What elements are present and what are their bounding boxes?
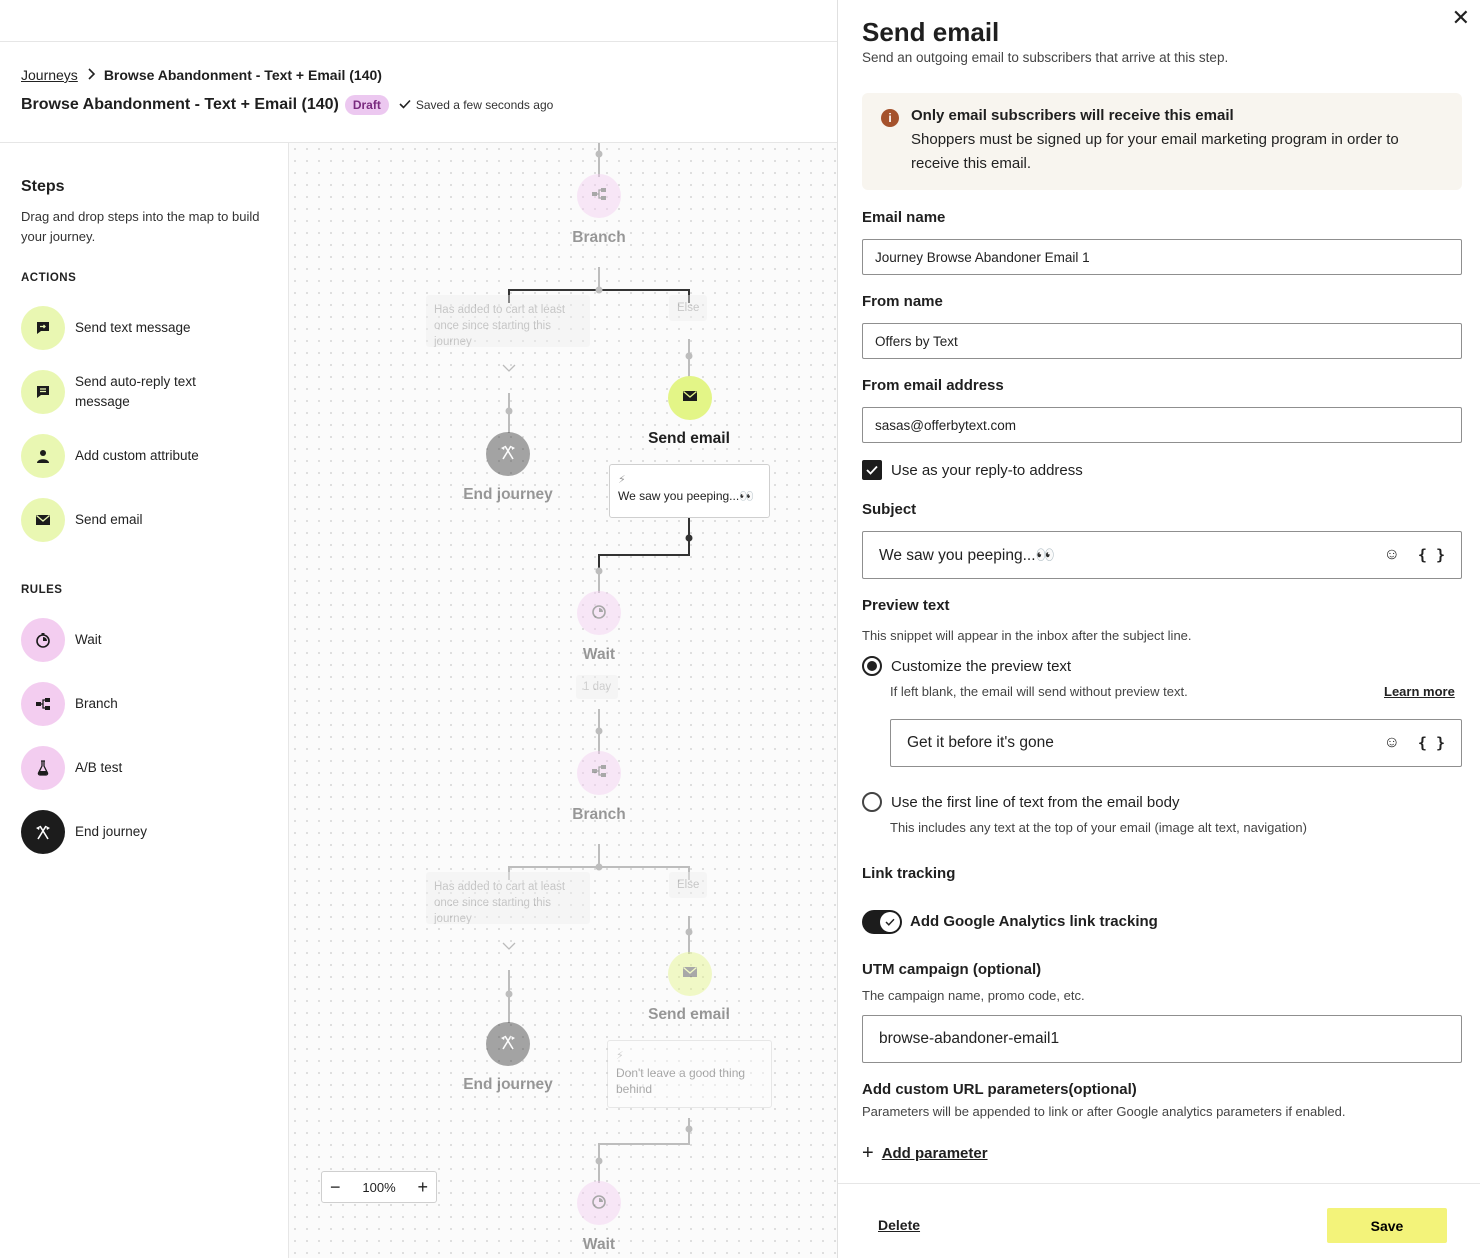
- step-label: A/B test: [75, 760, 123, 775]
- rules-label: RULES: [21, 584, 63, 596]
- notice-body: Shoppers must be signed up for your email marketing program in order to receive this email.: [911, 131, 1399, 172]
- send-email-node[interactable]: [668, 376, 712, 420]
- first-line-radio[interactable]: [862, 792, 1179, 812]
- utm-value: browse-abandoner-email1: [879, 1030, 1060, 1047]
- journey-canvas[interactable]: [289, 143, 837, 1258]
- save-button[interactable]: Save: [1327, 1208, 1447, 1243]
- branch-node-label: Branch: [572, 229, 626, 246]
- close-icon[interactable]: ✕: [1451, 5, 1470, 30]
- step-label: Send email: [75, 512, 143, 527]
- step-branch[interactable]: [21, 682, 271, 726]
- email-name-value: Journey Browse Abandoner Email 1: [875, 249, 1090, 265]
- notice-title: Only email subscribers will receive this email: [911, 107, 1234, 124]
- zoom-level: 100%: [362, 1179, 396, 1195]
- message-icon: [21, 306, 65, 350]
- step-label: End journey: [75, 824, 148, 839]
- envelope-icon: [682, 965, 698, 984]
- step-wait[interactable]: [21, 618, 271, 662]
- preview-text-input[interactable]: [890, 719, 1462, 767]
- envelope-icon: [21, 498, 65, 542]
- steps-title: Steps: [21, 178, 65, 195]
- step-add-custom-attribute[interactable]: [21, 434, 271, 478]
- branch-node[interactable]: [577, 751, 621, 795]
- wait-node[interactable]: [577, 591, 621, 635]
- breadcrumb: [21, 67, 382, 83]
- info-icon: i: [881, 109, 899, 127]
- step-label: Branch: [75, 696, 118, 711]
- end-journey-node-label: End journey: [463, 486, 553, 503]
- step-end-journey[interactable]: [21, 810, 271, 854]
- timer-icon: [21, 618, 65, 662]
- customize-preview-desc: If left blank, the email will send without preview text.: [890, 684, 1188, 699]
- from-name-value: Offers by Text: [875, 333, 958, 349]
- branch-condition[interactable]: Has added to cart at least once since starting this journey: [426, 295, 590, 347]
- subject-value: We saw you peeping...👀: [879, 546, 1055, 564]
- branch-node[interactable]: [577, 174, 621, 218]
- add-parameter-label: Add parameter: [881, 1144, 988, 1162]
- email-card-subject: We saw you peeping...👀: [618, 489, 755, 503]
- zoom-out-button[interactable]: −: [330, 1177, 341, 1197]
- branch-condition[interactable]: Has added to cart at least once since starting this journey: [426, 872, 590, 924]
- subject-label: Subject: [862, 501, 917, 518]
- checkbox-checked-icon: [862, 460, 882, 480]
- subject-input[interactable]: [862, 531, 1462, 579]
- step-send-text-message[interactable]: [21, 306, 271, 350]
- customize-preview-radio[interactable]: [862, 656, 1071, 676]
- link-tracking-label: Link tracking: [862, 865, 956, 882]
- branch-else[interactable]: Else: [669, 295, 707, 321]
- branch-icon: [21, 682, 65, 726]
- send-email-node-label: Send email: [648, 1006, 730, 1023]
- zoom-in-button[interactable]: +: [417, 1177, 428, 1197]
- send-email-node-label: Send email: [648, 430, 730, 447]
- from-email-input[interactable]: [862, 407, 1462, 443]
- plus-icon: +: [862, 1142, 874, 1164]
- wait-node-label: Wait: [582, 646, 616, 663]
- actions-label: ACTIONS: [21, 272, 77, 284]
- reply-to-label: Use as your reply-to address: [891, 461, 1083, 479]
- from-name-label: From name: [862, 293, 943, 310]
- magic-wand-icon: ⚡: [618, 474, 626, 486]
- breadcrumb-journeys-link[interactable]: Journeys: [21, 67, 78, 83]
- breadcrumb-current: Browse Abandonment - Text + Email (140): [103, 67, 382, 83]
- saved-text: Saved a few seconds ago: [415, 98, 554, 112]
- panel-subtitle: Send an outgoing email to subscribers that arrive at this step.: [862, 50, 1229, 65]
- preview-text-desc: This snippet will appear in the inbox after the subject line.: [862, 628, 1192, 643]
- step-ab-test[interactable]: [21, 746, 271, 790]
- flags-icon: [500, 444, 516, 465]
- utm-desc: The campaign name, promo code, etc.: [862, 988, 1085, 1003]
- email-name-label: Email name: [862, 209, 946, 226]
- branch-icon: [591, 763, 607, 784]
- steps-description: Drag and drop steps into the map to build your journey.: [21, 209, 260, 244]
- custom-params-label: Add custom URL parameters(optional): [862, 1081, 1137, 1098]
- from-name-input[interactable]: [862, 323, 1462, 359]
- step-label: Wait: [75, 632, 102, 647]
- status-badge: Draft: [345, 95, 389, 115]
- first-line-label: Use the first line of text from the email body: [891, 793, 1180, 811]
- flags-icon: [500, 1034, 516, 1055]
- end-journey-node-label: End journey: [463, 1076, 553, 1093]
- branch-icon: [591, 186, 607, 207]
- notice-banner: [862, 93, 1462, 190]
- delete-button[interactable]: Delete: [878, 1217, 921, 1233]
- auto-reply-icon: [21, 370, 65, 414]
- end-journey-node[interactable]: [486, 1022, 530, 1066]
- email-preview-card[interactable]: [607, 1040, 772, 1108]
- send-email-node[interactable]: [668, 952, 712, 996]
- learn-more-link[interactable]: Learn more: [1384, 684, 1455, 699]
- page-title: Browse Abandonment - Text + Email (140): [21, 96, 339, 113]
- check-icon: [399, 98, 411, 112]
- radio-unselected-icon: [862, 792, 882, 812]
- step-label: Send text message: [75, 320, 191, 335]
- person-icon: [21, 434, 65, 478]
- timer-icon: [591, 1193, 607, 1214]
- radio-selected-icon: [862, 656, 882, 676]
- emoji-icon[interactable]: ☺: [1383, 734, 1400, 751]
- branch-else[interactable]: Else: [669, 872, 707, 898]
- custom-params-desc: Parameters will be appended to link or after Google analytics parameters if enabled.: [862, 1104, 1346, 1119]
- timer-icon: [591, 603, 607, 624]
- branch-node-label: Branch: [572, 806, 626, 823]
- panel-title: Send email: [862, 17, 1000, 47]
- wait-node[interactable]: [577, 1181, 621, 1225]
- saved-status: [399, 98, 553, 112]
- customize-preview-label: Customize the preview text: [891, 657, 1072, 675]
- zoom-control: [321, 1171, 437, 1203]
- chevron-right-icon: [86, 67, 96, 83]
- personalization-icon[interactable]: { }: [1417, 546, 1445, 564]
- send-email-panel: [837, 0, 1480, 1258]
- panel-footer: [838, 1183, 1480, 1258]
- steps-sidebar: [0, 143, 289, 1258]
- check-icon: [880, 912, 900, 932]
- utm-label: UTM campaign (optional): [862, 961, 1042, 978]
- preview-text-value: Get it before it's gone: [907, 734, 1054, 751]
- step-label: Send auto-reply text message: [75, 374, 196, 409]
- ga-tracking-label: Add Google Analytics link tracking: [910, 913, 1158, 930]
- add-parameter-button[interactable]: [862, 1144, 988, 1162]
- email-name-input[interactable]: [862, 239, 1462, 275]
- flags-icon: [21, 810, 65, 854]
- from-email-label: From email address: [862, 377, 1004, 394]
- email-preview-card[interactable]: [609, 464, 770, 518]
- journey-header: [0, 42, 837, 143]
- step-send-auto-reply[interactable]: [21, 370, 271, 414]
- personalization-icon[interactable]: { }: [1417, 734, 1445, 752]
- wait-node-label: Wait: [582, 1236, 616, 1253]
- top-bar: [0, 0, 837, 42]
- flask-icon: [21, 746, 65, 790]
- first-line-desc: This includes any text at the top of your email (image alt text, navigation): [890, 820, 1307, 835]
- envelope-icon: [682, 389, 698, 408]
- preview-text-label: Preview text: [862, 597, 950, 614]
- email-card-subject: Don't leave a good thing behind: [616, 1066, 746, 1096]
- step-label: Add custom attribute: [75, 448, 199, 463]
- magic-wand-icon: ⚡: [616, 1050, 624, 1062]
- step-send-email[interactable]: [21, 498, 271, 542]
- reply-to-checkbox[interactable]: [862, 460, 1083, 480]
- utm-input[interactable]: [862, 1015, 1462, 1063]
- emoji-icon[interactable]: ☺: [1383, 546, 1400, 563]
- end-journey-node[interactable]: [486, 432, 530, 476]
- wait-duration: 1 day: [576, 675, 618, 699]
- from-email-value: sasas@offerbytext.com: [875, 417, 1017, 433]
- ga-tracking-toggle[interactable]: [862, 910, 902, 934]
